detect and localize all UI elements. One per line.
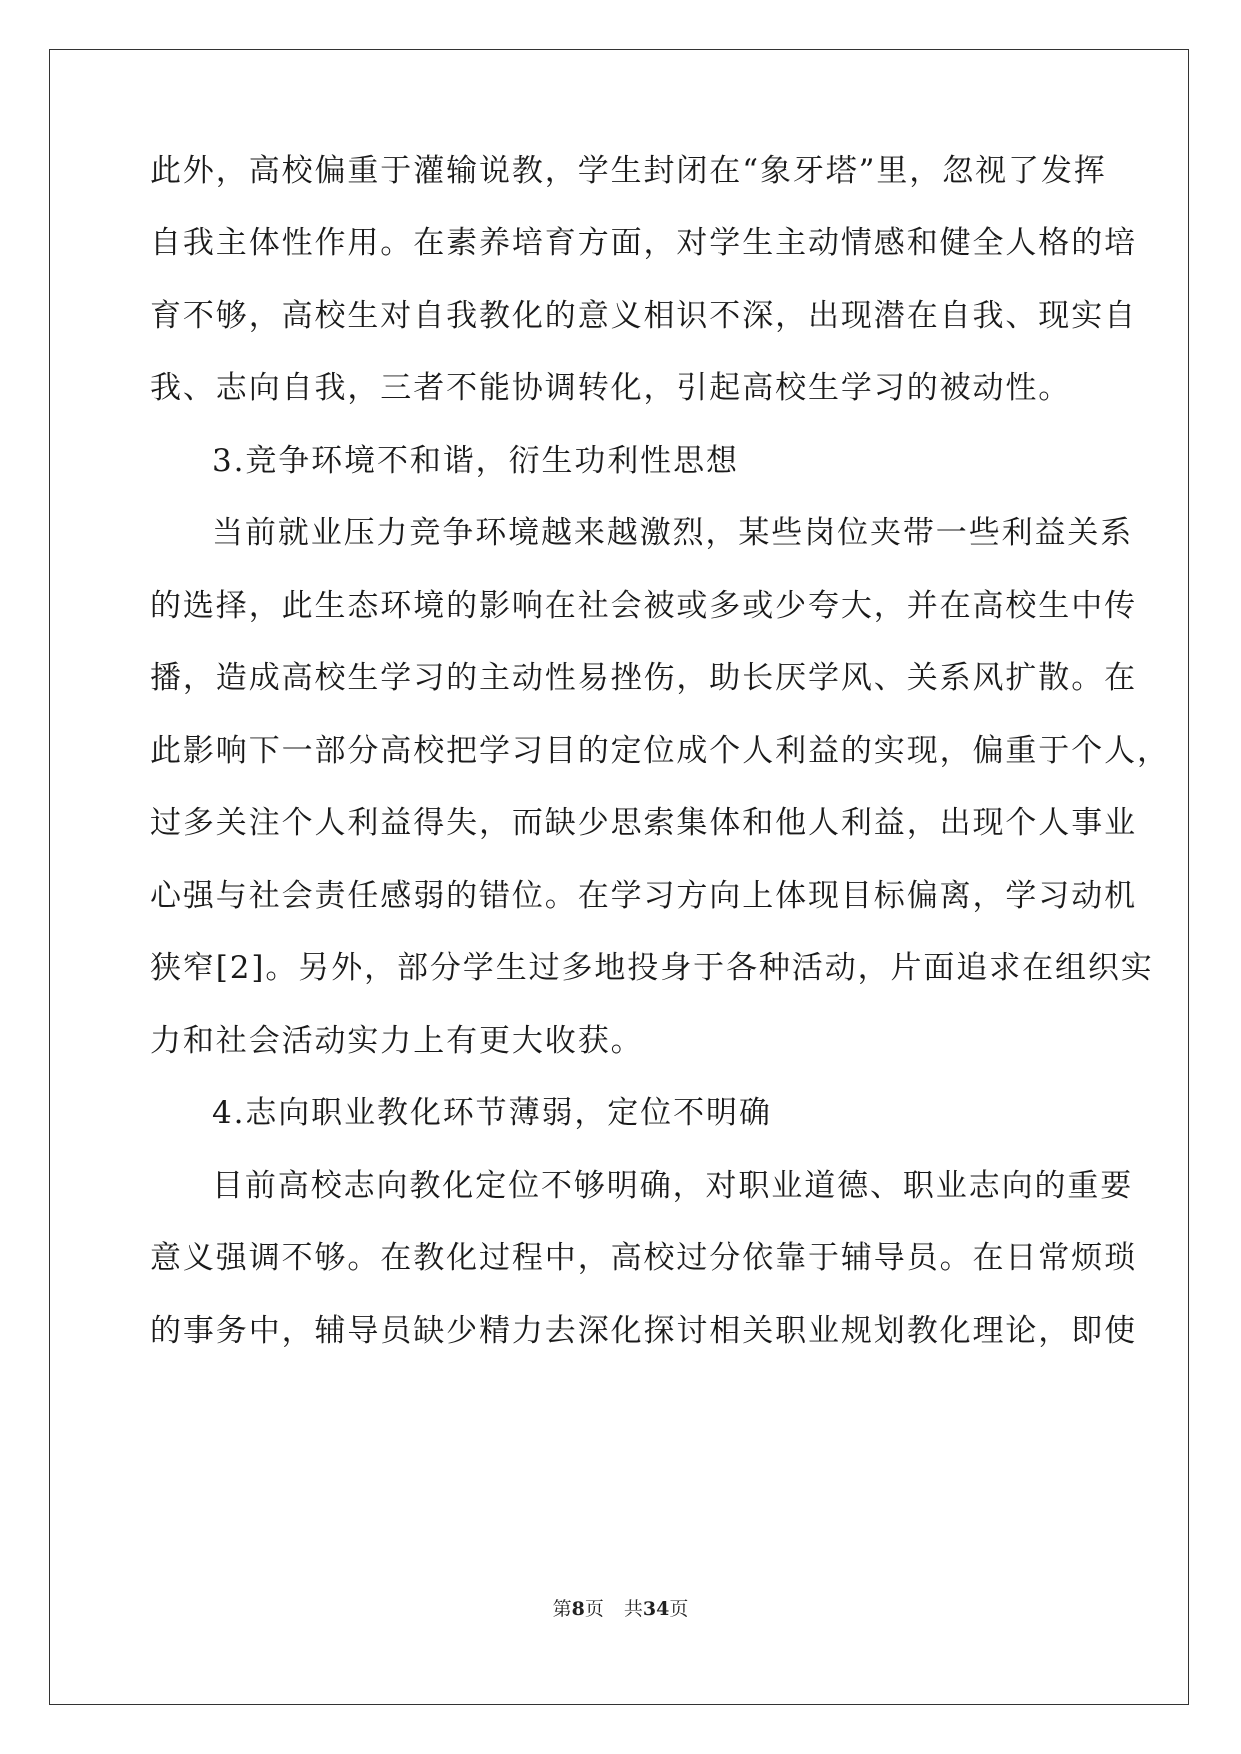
text-line: 意义强调不够。在教化过程中，高校过分依靠于辅导员。在日常烦琐 [150,1240,1137,1276]
text-line: 目前高校志向教化定位不够明确，对职业道德、职业志向的重要 [212,1168,1134,1204]
section-heading: 4.志向职业教化环节薄弱，定位不明确 [212,1095,772,1131]
text-line: 狭窄[2]。另外，部分学生过多地投身于各种活动，片面追求在组织实 [150,950,1154,986]
text-line: 心强与社会责任感弱的错位。在学习方向上体现目标偏离，学习动机 [150,878,1137,914]
text-line: 力和社会活动实力上有更大收获。 [150,1023,644,1059]
page-footer [0,1597,1241,1621]
text-line: 自我主体性作用。在素养培育方面，对学生主动情感和健全人格的培 [150,225,1137,261]
text-line: 过多关注个人利益得失，而缺少思索集体和他人利益，出现个人事业 [150,805,1137,841]
total-page-count: 34 [642,1598,670,1620]
text-line: 播，造成高校生学习的主动性易挫伤，助长厌学风、关系风扩散。在 [150,660,1137,696]
current-page-number: 8 [571,1598,585,1620]
footer-prefix: 第 [552,1598,572,1620]
text-line: 育不够，高校生对自我教化的意义相识不深，出现潜在自我、现实自 [150,298,1137,334]
text-line: 我、志向自我，三者不能协调转化，引起高校生学习的被动性。 [150,370,1072,406]
footer-page-unit: 页 [584,1598,604,1620]
footer-total-unit: 页 [669,1598,689,1620]
text-line: 此影响下一部分高校把学习目的定位成个人利益的实现，偏重于个人， [150,733,1170,769]
text-line: 的选择，此生态环境的影响在社会被或多或少夸大，并在高校生中传 [150,588,1137,624]
text-line: 此外，高校偏重于灌输说教，学生封闭在“象牙塔”里，忽视了发挥 [150,153,1107,189]
text-line: 当前就业压力竞争环境越来越激烈，某些岗位夹带一些利益关系 [212,515,1134,551]
footer-total-prefix: 共 [623,1598,643,1620]
section-heading: 3.竞争环境不和谐，衍生功利性思想 [212,443,739,479]
text-line: 的事务中，辅导员缺少精力去深化探讨相关职业规划教化理论，即使 [150,1313,1137,1349]
